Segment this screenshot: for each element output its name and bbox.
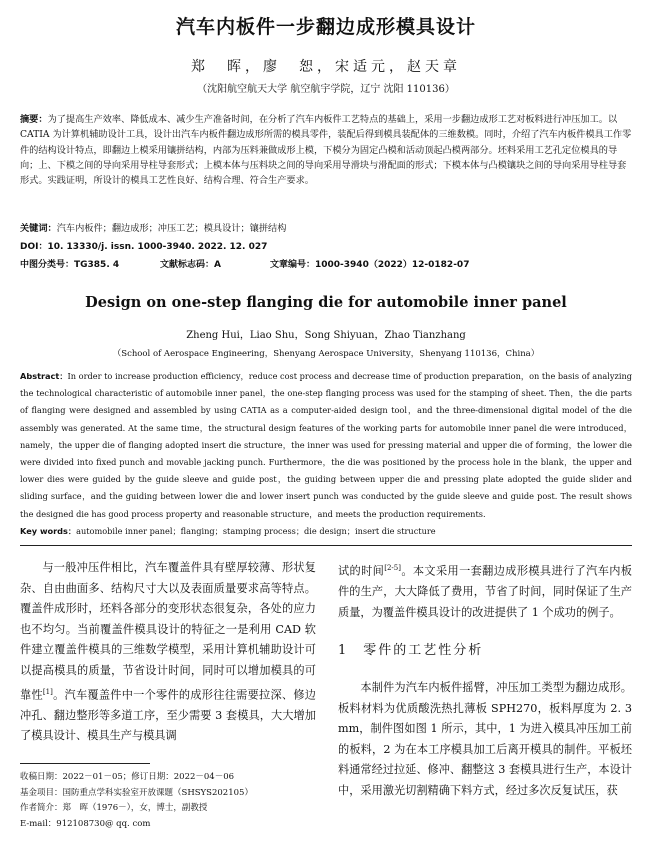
author-bio: 作者简介：郑 晖（1976－），女，博士，副教授: [20, 803, 208, 814]
article-number: 文章编号：1000-3940（2022）12-0182-07: [270, 260, 470, 270]
en-abstract: [20, 368, 632, 540]
classification-row: [20, 257, 632, 270]
received-dates: 收稿日期：2022－01－05；修订日期：2022－04－06: [20, 772, 235, 782]
body-paragraph-continued: [338, 558, 632, 624]
cn-title: 汽车内板件一步翻边成形模具设计: [175, 16, 476, 38]
en-authors: Zheng Hui，Liao Shu，Song Shiyuan，Zhao Tianzhang: [186, 330, 466, 341]
body-text: 。汽车覆盖件中一个零件的成形往往需要拉深、修边冲孔、翻边整形等多道工序，至少需要 3 套模具，大大增加了模具设计、模具生产与模具调: [20, 688, 316, 743]
body-text: 与一般冲压件相比，汽车覆盖件具有壁厚较薄、形状复杂、自由曲面多、结构尺寸大以及表面质量要求高等特点。覆盖件成形时，坯料各部分的变形状态很复杂，各处的应力也不均匀。当前覆盖件模具设计的特征之一是利用 CAD 软件建立覆盖件模具的三维数学模型，采用计算机辅助设计可以提高模具的质量，节省设计时间，同时可以增加模具的可靠性: [20, 561, 316, 702]
body-paragraph: 本制件为汽车内板件摇臂，冲压加工类型为翻边成形。板料材料为优质酸洗热扎薄板 SPH270，板料厚度为 2. 3 mm，制件图如图 1 所示，其中，1 为进入模具冲压加工前的板料，2 为在本工序模具加工后离开模具的制件。平板坯料通常经过拉延、修冲、翻整这 3 套模具进行生产，本设计中，采用激光切割精确下料方式，经过多次反复试压，获: [338, 681, 632, 798]
citation: [2-5]: [384, 564, 401, 572]
en-affiliation: （School of Aerospace Engineering，Shenyang Aerospace University，Shenyang 110136，China）: [112, 349, 540, 359]
body-paragraph: [20, 558, 316, 747]
section-heading: 1 零件的工艺性分析: [338, 642, 484, 658]
footnotes: [20, 770, 320, 832]
en-abstract-label: Abstract：: [20, 371, 68, 381]
cn-keywords-text: 汽车内板件；翻边成形；冲压工艺；模具设计；镶拼结构: [56, 223, 287, 234]
cn-abstract-label: 摘要：: [20, 114, 48, 125]
cn-affiliation: （沈阳航空航天大学 航空航宇学院，辽宁 沈阳 110136）: [197, 84, 455, 95]
cn-authors: 郑 晖，廖 恕，宋适元，赵天章: [191, 59, 461, 75]
cn-keywords: [20, 221, 632, 236]
doi: DOI：10. 13330/j. issn. 1000-3940. 2022. 12. 027: [20, 242, 268, 252]
cn-abstract: [20, 112, 632, 188]
citation: [1]: [42, 687, 53, 696]
en-keywords-label: Key words：: [20, 525, 77, 536]
left-column: [20, 558, 316, 747]
section-divider: [20, 545, 632, 546]
clc-number: 中图分类号：TG385. 4: [20, 260, 120, 270]
body-text: 试的时间: [338, 564, 385, 578]
fund-info: 基金项目：国防重点学科实验室开放课题（SHSYS202105）: [20, 787, 253, 798]
author-email: E-mail：912108730@ qq. com: [20, 818, 151, 829]
right-column: [338, 558, 632, 802]
en-keywords-text: automobile inner panel；flanging；stamping process；die design；insert die structure: [76, 525, 436, 536]
cn-keywords-label: 关键词：: [20, 223, 57, 234]
en-abstract-text: In order to increase production efficiency，reduce cost process and decrease time of production preparation，on the basis of analyzing the technological characteristic of automobile inner panel，the one-step flanging process was used for the stamping of sheet. Then，the die parts of flanging were designed and assembled by using CATIA as a computer-aided design tool，and the three-dimensional digital model of the die assembly was generated. At the same time，the structural design features of the working parts for automobile inner panel die were introduced，namely，the upper die of flanging adopted insert die structure，the inner was used for pressing material and upper die of forming，the lower die were divided into fixed punch and movable jacking punch. Furthermore，the die was positioned by the process hole in the blank，the upper and lower dies were guided by the guide sleeve and guide post，the guiding between upper die and pressing plate adopted the guide slider and sliding surface，and the guiding between lower die and lower insert punch was conducted by the guide sleeve and guide post. The result shows the designed die has good process property and reasonable structure，and meets the production requirements.: [20, 371, 632, 519]
document-code: 文献标志码：A: [160, 260, 221, 270]
body-text: 。本文采用一套翻边成形模具进行了汽车内板件的生产，大大降低了费用，节省了时间，同时保证了生产质量，为覆盖件模具设计的改进提供了 1 个成功的例子。: [338, 564, 632, 619]
cn-abstract-text: 为了提高生产效率、降低成本、减少生产准备时间，在分析了汽车内板件工艺特点的基础上，采用一步翻边成形工艺对板料进行冲压加工。以 CATIA 为计算机辅助设计工具，设计出汽车内板件翻边成形所需的模具零件，装配后得到模具装配体的三维数模。同时，介绍了汽车内板件模具工作零件的结构设计特点，即翻边上模采用镶拼结构，内部为压料兼做成形上模，下模分为固定凸模和活动顶起凸模两部分。坯料采用工艺孔定位模具的导向；上、下模之间的导向采用导柱导套形式；上模本体与压料块之间的导向采用导滑块与滑配面的形式；下模本体与凸模镶块之间的导向采用导柱导套形式。实践证明，所设计的模具工艺性良好、结构合理、符合生产要求。: [20, 114, 632, 187]
footnote-rule: [20, 763, 150, 764]
en-title: Design on one-step flanging die for automobile inner panel: [85, 294, 567, 311]
